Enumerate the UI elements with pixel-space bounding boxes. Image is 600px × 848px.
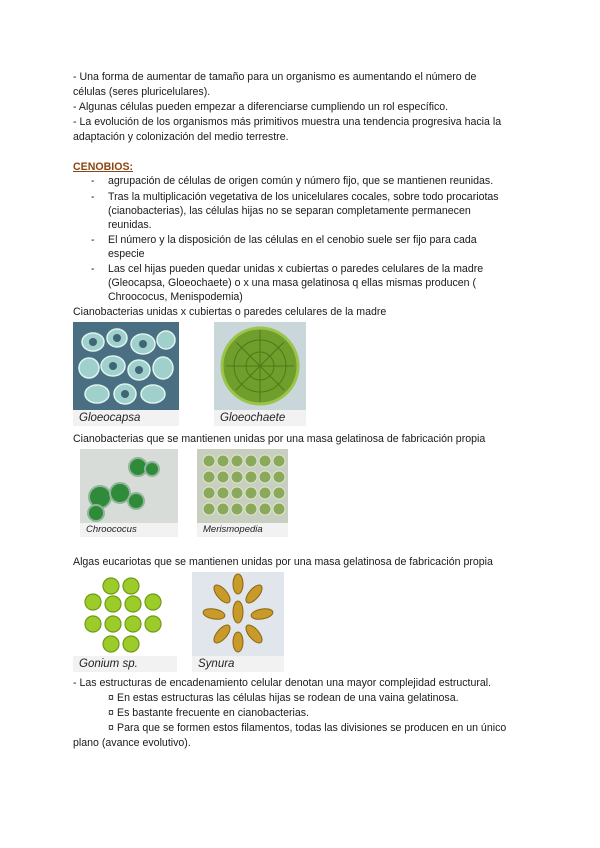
figure-group-2-title: Cianobacterias que se mantienen unidas por una masa gelatinosa de fabricación propia (73, 433, 486, 445)
bullet-2-line-3: reunidas. (108, 219, 152, 231)
sub-marker: ¤ (108, 722, 114, 734)
figure-caption: Gloeocapsa (73, 410, 179, 426)
bullet-3-line-2: especie (108, 248, 145, 260)
closing-subpoint-2: Es bastante frecuente en cianobacterias. (117, 707, 309, 719)
bullet-4-line-3: Chroococus, Menispodemia) (108, 291, 243, 303)
bullet-marker: - (91, 191, 95, 203)
figure-caption: Gloeochaete (214, 410, 306, 426)
bullet-marker: - (91, 263, 95, 275)
chroococus-image (80, 449, 178, 537)
closing-subpoint-1: En estas estructuras las células hijas se rodean de una vaina gelatinosa. (117, 692, 459, 704)
gloeocapsa-image (73, 322, 179, 426)
closing-line: - Las estructuras de encadenamiento celular denotan una mayor complejidad estructural. (73, 677, 492, 689)
gloeochaete-image (214, 322, 306, 426)
closing-subpoint-3: Para que se formen estos filamentos, todas las divisiones se producen en un único (117, 722, 507, 734)
intro-line-5: adaptación y colonización del medio terrestre. (73, 131, 289, 143)
bullet-4-line-1: Las cel hijas pueden quedar unidas x cubiertas o paredes celulares de la madre (108, 263, 484, 275)
figure-group-3-title: Algas eucariotas que se mantienen unidas por una masa gelatinosa de fabricación propia (73, 556, 493, 568)
sub-marker: ¤ (108, 692, 114, 704)
figure-caption: Merismopedia (197, 523, 288, 537)
synura-image (192, 572, 284, 672)
bullet-3-line-1: El número y la disposición de las células en el cenobio suele ser fijo para cada (108, 234, 477, 246)
gonium-image (73, 572, 177, 672)
bullet-1-line-1: agrupación de células de origen común y número fijo, que se mantienen reunidas. (108, 175, 494, 187)
intro-line-3: - Algunas células pueden empezar a diferenciarse cumpliendo un rol específico. (73, 101, 449, 113)
intro-line-2: células (seres pluricelulares). (73, 86, 211, 98)
figure-caption: Synura (192, 656, 284, 672)
bullet-marker: - (91, 175, 95, 187)
sub-marker: ¤ (108, 707, 114, 719)
bullet-2-line-1: Tras la multiplicación vegetativa de los unicelulares cocales, sobre todo procariotas (108, 191, 499, 203)
figure-caption: Gonium sp. (73, 656, 177, 672)
intro-line-1: - Una forma de aumentar de tamaño para un organismo es aumentando el número de (73, 71, 477, 83)
section-heading: CENOBIOS: (73, 161, 134, 173)
closing-continuation: plano (avance evolutivo). (73, 737, 191, 749)
figure-group-1-title: Cianobacterias unidas x cubiertas o paredes celulares de la madre (73, 306, 387, 318)
bullet-2-line-2: (cianobacterias), las células hijas no se separan completamente permanecen (108, 205, 471, 217)
merismopedia-image (197, 449, 288, 537)
intro-line-4: - La evolución de los organismos más primitivos muestra una tendencia progresiva hacia la (73, 116, 502, 128)
bullet-4-line-2: (Gleocapsa, Gloeochaete) o x una masa gelatinosa q ellas mismas producen ( (108, 277, 477, 289)
figure-caption: Chroococus (80, 523, 178, 537)
bullet-marker: - (91, 234, 95, 246)
